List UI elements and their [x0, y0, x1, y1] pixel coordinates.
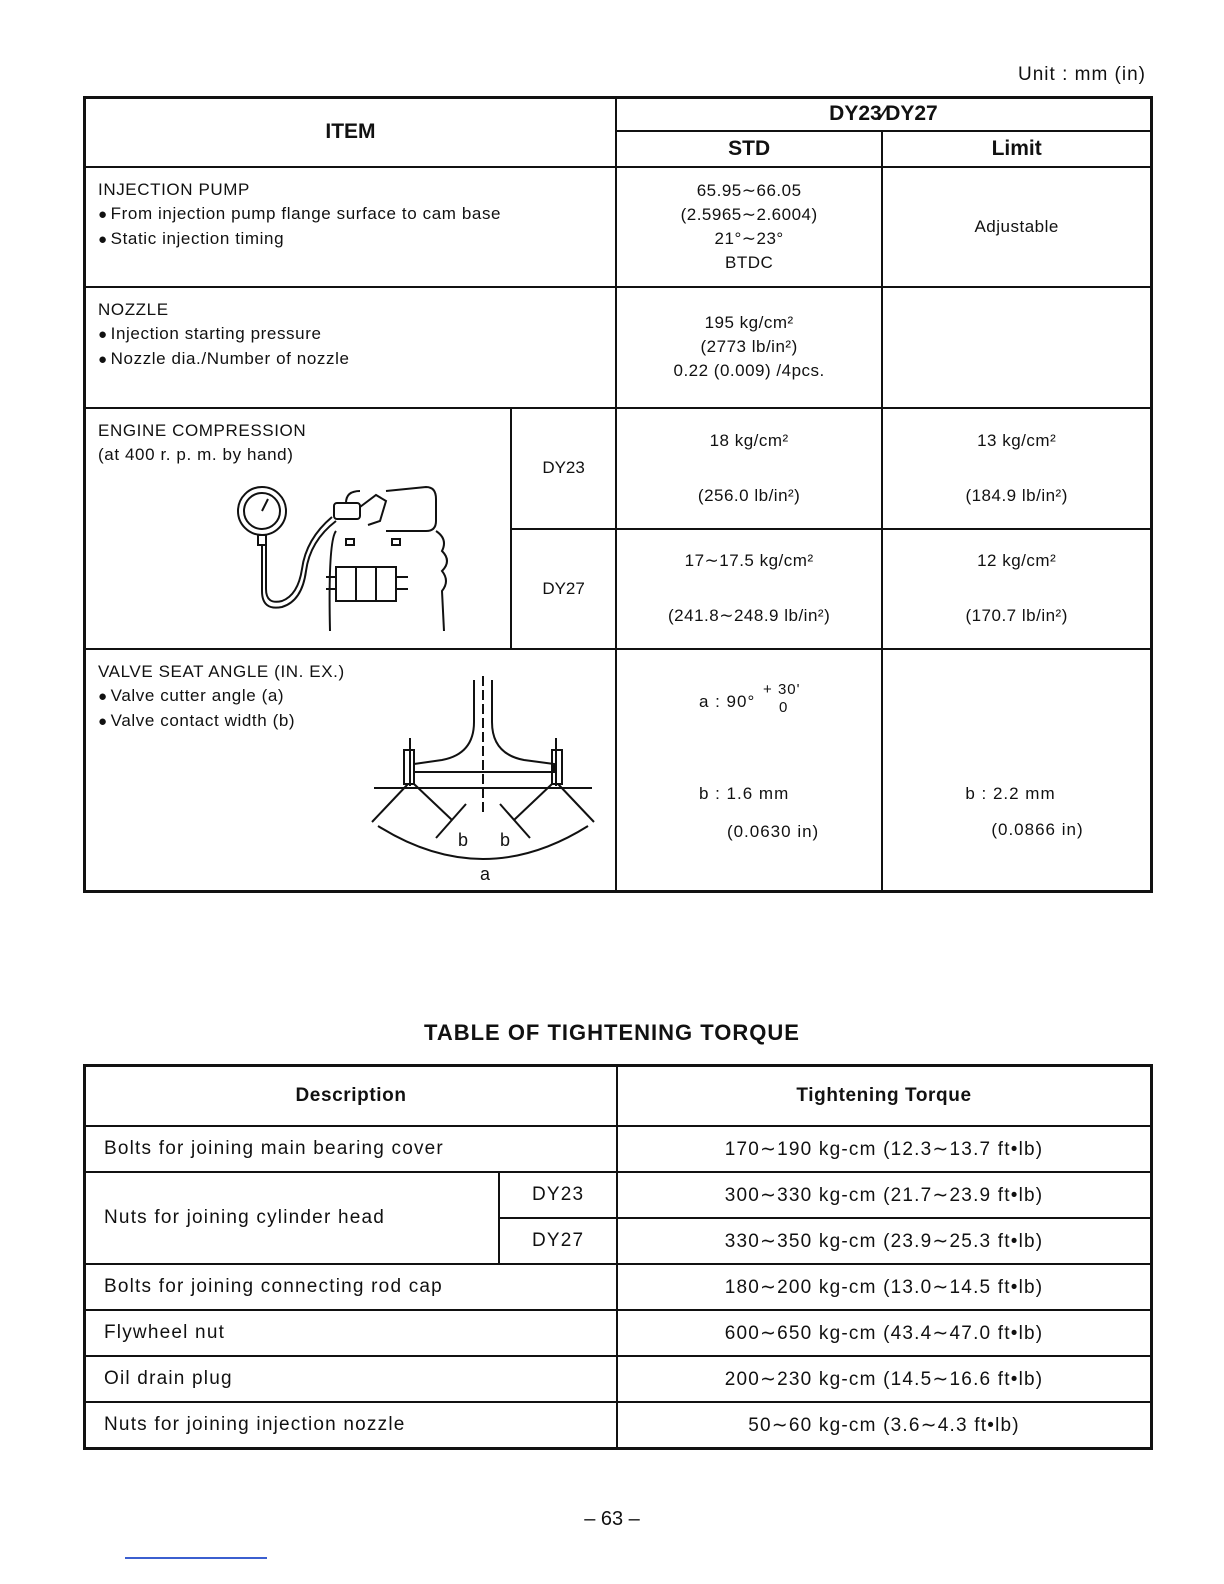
- valve-cutter-angle-value: a : 90°: [698, 691, 756, 711]
- specification-table: [83, 96, 1153, 893]
- torque-value: 200∼230 kg-cm (14.5∼16.6 ft•lb): [617, 1356, 1151, 1402]
- std-line: 17∼17.5 kg/cm²: [684, 551, 814, 570]
- table-row: [85, 1402, 1152, 1449]
- description-header: Description: [85, 1066, 618, 1127]
- bullet-item: ● Valve contact width (b): [98, 709, 605, 734]
- injection-pump-row: [85, 167, 1152, 287]
- injection-pump-std: [616, 167, 882, 287]
- nozzle-limit: [882, 287, 1151, 408]
- torque-description: Oil drain plug: [85, 1356, 618, 1402]
- limit-line: 13 kg/cm²: [977, 430, 1057, 450]
- angle-tolerance-plus: + 30': [763, 680, 801, 698]
- torque-description: Flywheel nut: [85, 1310, 618, 1356]
- std-header: STD: [616, 131, 882, 167]
- bullet-item: ● Valve cutter angle (a): [98, 684, 605, 709]
- compression-limit-dy23: [882, 408, 1151, 529]
- torque-value: 330∼350 kg-cm (23.9∼25.3 ft•lb): [617, 1218, 1151, 1264]
- std-line: BTDC: [724, 252, 774, 272]
- table-row: [85, 1310, 1152, 1356]
- valve-seat-row: [85, 649, 1152, 892]
- nozzle-title: NOZZLE: [98, 299, 169, 319]
- bullet-item: ● Injection starting pressure: [98, 322, 605, 347]
- std-line: (2773 lb/in²): [700, 337, 798, 356]
- injection-pump-limit: Adjustable: [882, 167, 1151, 287]
- injection-pump-title: INJECTION PUMP: [98, 179, 250, 199]
- torque-description: Bolts for joining main bearing cover: [85, 1126, 618, 1172]
- torque-value: 180∼200 kg-cm (13.0∼14.5 ft•lb): [617, 1264, 1151, 1310]
- std-line: 21°∼23°: [714, 228, 784, 248]
- diagram-label-b: b: [458, 829, 469, 850]
- bullet-item: ● From injection pump flange surface to cam base: [98, 202, 605, 227]
- bullet-item: ● Static injection timing: [98, 227, 605, 252]
- valve-seat-limit: [882, 649, 1151, 892]
- tightening-torque-table: [83, 1064, 1153, 1450]
- contact-width-std: b : 1.6 mm: [698, 783, 790, 803]
- torque-value: 50∼60 kg-cm (3.6∼4.3 ft•lb): [617, 1402, 1151, 1449]
- std-line: 18 kg/cm²: [709, 430, 789, 450]
- torque-value: 600∼650 kg-cm (43.4∼47.0 ft•lb): [617, 1310, 1151, 1356]
- torque-value: 170∼190 kg-cm (12.3∼13.7 ft•lb): [617, 1126, 1151, 1172]
- unit-label: Unit : mm (in): [1018, 64, 1146, 85]
- torque-model: DY23: [499, 1172, 617, 1218]
- item-header: ITEM: [85, 98, 616, 167]
- torque-description: Nuts for joining injection nozzle: [85, 1402, 618, 1449]
- limit-line: (184.9 lb/in²): [965, 485, 1068, 505]
- torque-description: Bolts for joining connecting rod cap: [85, 1264, 618, 1310]
- compression-row-dy23: [85, 408, 1152, 529]
- limit-line: 12 kg/cm²: [977, 551, 1057, 570]
- compression-model: DY27: [511, 529, 616, 649]
- diagram-label-a: a: [480, 863, 491, 884]
- page-number: – 63 –: [584, 1508, 640, 1530]
- contact-width-limit: b : 2.2 mm: [965, 783, 1056, 803]
- std-line: (256.0 lb/in²): [697, 485, 801, 505]
- compression-model: DY23: [511, 408, 616, 529]
- torque-value: 300∼330 kg-cm (21.7∼23.9 ft•lb): [617, 1172, 1151, 1218]
- limit-line: (170.7 lb/in²): [965, 606, 1068, 625]
- std-line: (2.5965∼2.6004): [680, 204, 818, 224]
- limit-header: Limit: [882, 131, 1151, 167]
- compression-gauge-illustration: [236, 481, 466, 631]
- footer-rule: [125, 1557, 267, 1559]
- valve-seat-std: [616, 649, 882, 892]
- diagram-label-b: b: [500, 829, 511, 850]
- torque-header: Tightening Torque: [617, 1066, 1151, 1127]
- torque-table-title: TABLE OF TIGHTENING TORQUE: [424, 1020, 800, 1045]
- compression-std-dy23: [616, 408, 882, 529]
- torque-model: DY27: [499, 1218, 617, 1264]
- compression-subtitle: (at 400 r. p. m. by hand): [98, 444, 294, 464]
- nozzle-std: [616, 287, 882, 408]
- table-row: [85, 1126, 1152, 1172]
- nozzle-row: [85, 287, 1152, 408]
- valve-seat-diagram: [364, 672, 614, 888]
- table-row: [85, 1172, 1152, 1218]
- std-line: 195 kg/cm²: [704, 313, 794, 332]
- table-row: [85, 1356, 1152, 1402]
- table-row: [85, 1264, 1152, 1310]
- angle-tolerance-minus: 0: [779, 698, 789, 716]
- model-group-header: DY23∕DY27: [616, 98, 1152, 131]
- bullet-item: ● Nozzle dia./Number of nozzle: [98, 347, 605, 372]
- compression-limit-dy27: [882, 529, 1151, 649]
- contact-width-std-in: (0.0630 in): [726, 821, 820, 841]
- compression-title: ENGINE COMPRESSION: [98, 420, 307, 440]
- compression-std-dy27: [616, 529, 882, 649]
- torque-description: Nuts for joining cylinder head: [85, 1172, 500, 1264]
- valve-seat-title: VALVE SEAT ANGLE (IN. EX.): [98, 661, 345, 681]
- contact-width-limit-in: (0.0866 in): [991, 819, 1084, 839]
- std-line: 0.22 (0.009) /4pcs.: [673, 361, 825, 380]
- std-line: 65.95∼66.05: [696, 180, 802, 200]
- std-line: (241.8∼248.9 lb/in²): [668, 606, 831, 625]
